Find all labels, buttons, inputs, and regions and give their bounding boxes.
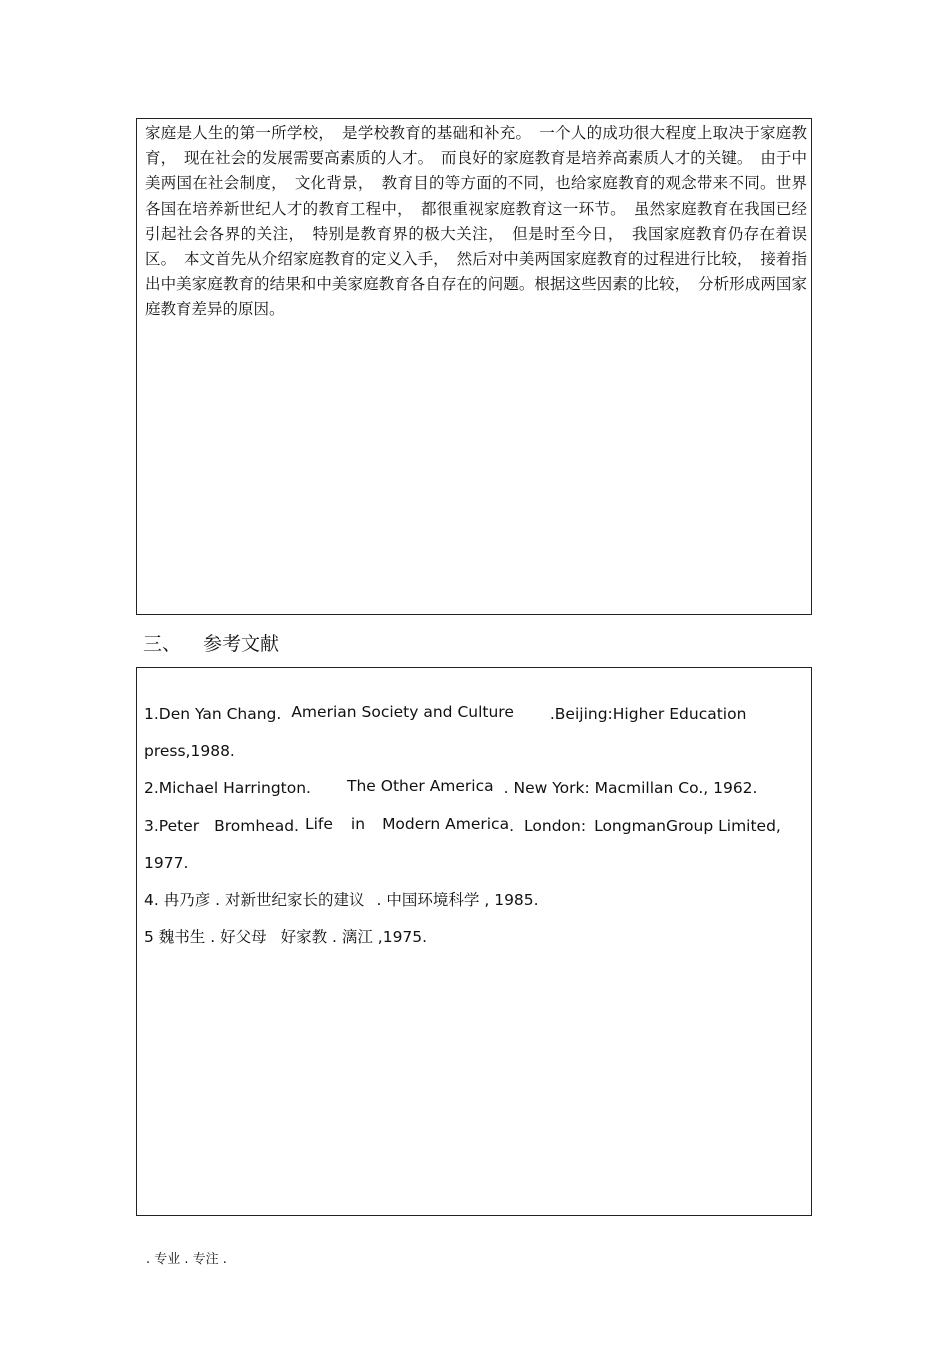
page-footer: . 专业 . 专注 . xyxy=(146,1252,227,1267)
section-heading xyxy=(143,630,279,658)
reference-1-title: Amerian Society and Culture xyxy=(291,703,514,721)
abstract-text: 家庭是人生的第一所学校， 是学校教育的基础和补充。 一个人的成功很大程度上取决于家庭教育， 现在社会的发展需要高素质的人才。 而良好的家庭教育是培养高素质人才的关键。 由于中美两国在社会制度， 文化背景， 教育目的等方面的不同，也给家庭教育的观念带来不同。世界各国在培养新世纪人才的教育工程中， 都很重视家庭教育这一环节。 虽然家庭教育在我国已经引起社会各界的关注， 特别是教育界的极大关注， 但是时至今日， 我国家庭教育仍存在着误区。 本文首先从介绍家庭教育的定义入手， 然后对中美两国家庭教育的过程进行比较， 接着指出中美家庭教育的结果和中美家庭教育各自存在的问题。根据这些因素的比较， 分析形成两国家庭教育差异的原因。 xyxy=(145,124,807,319)
reference-3-author-last: Bromhead. xyxy=(214,817,299,835)
reference-3-title-2: in xyxy=(350,815,366,833)
reference-3-title-3: Modern America xyxy=(382,815,510,833)
reference-5-rest: 好家教 . 漓江 ,1975. xyxy=(280,928,428,946)
reference-3-city: London: xyxy=(524,817,587,835)
reference-5 xyxy=(144,927,427,947)
section-title: 参考文献 xyxy=(203,633,280,655)
reference-3-period: . xyxy=(509,817,515,835)
reference-1 xyxy=(144,704,746,724)
reference-2-title: The Other America xyxy=(347,777,494,795)
reference-3-title-1: Life xyxy=(304,815,333,833)
reference-3-continued: 1977. xyxy=(144,854,189,872)
reference-2-publisher: . New York: Macmillan Co., 1962. xyxy=(503,779,758,797)
reference-4-author-title: 4. 冉乃彦 . 对新世纪家长的建议 xyxy=(144,891,365,909)
reference-1-continued: press,1988. xyxy=(144,742,235,760)
reference-3 xyxy=(144,816,781,836)
reference-2-author: 2.Michael Harrington. xyxy=(144,779,311,797)
reference-2 xyxy=(144,778,757,798)
section-number: 三、 xyxy=(143,633,182,655)
abstract-box xyxy=(136,118,812,615)
reference-4-year: , 1985. xyxy=(484,891,539,909)
reference-1-author: 1.Den Yan Chang. xyxy=(144,705,282,723)
references-box xyxy=(136,667,812,1216)
reference-3-author-first: 3.Peter xyxy=(144,817,200,835)
reference-4-publisher: . 中国环境科学 xyxy=(376,891,480,909)
reference-1-publisher: .Beijing:Higher Education xyxy=(549,705,747,723)
reference-3-publisher: LongmanGroup Limited, xyxy=(594,817,781,835)
reference-4 xyxy=(144,890,539,910)
reference-5-author-title: 5 魏书生 . 好父母 xyxy=(144,928,267,946)
